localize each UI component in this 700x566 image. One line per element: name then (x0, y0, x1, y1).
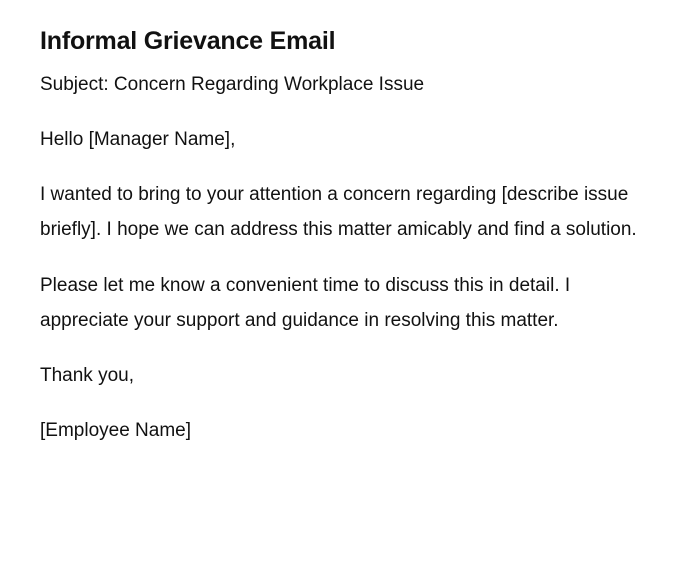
email-greeting: Hello [Manager Name], (40, 129, 236, 150)
email-closing: Thank you, (40, 365, 134, 386)
email-signature: [Employee Name] (40, 420, 192, 441)
email-document (40, 24, 660, 448)
email-body-paragraph-1: I wanted to bring to your attention a concern regarding [describe issue briefly]. I hope we can address this matter amicably and find a solution. (40, 184, 637, 240)
email-subject: Subject: Concern Regarding Workplace Issue (40, 74, 425, 95)
email-body-paragraph-2: Please let me know a convenient time to discuss this in detail. I appreciate your support and guidance in resolving this matter. (40, 275, 571, 331)
document-title: Informal Grievance Email (40, 27, 336, 55)
